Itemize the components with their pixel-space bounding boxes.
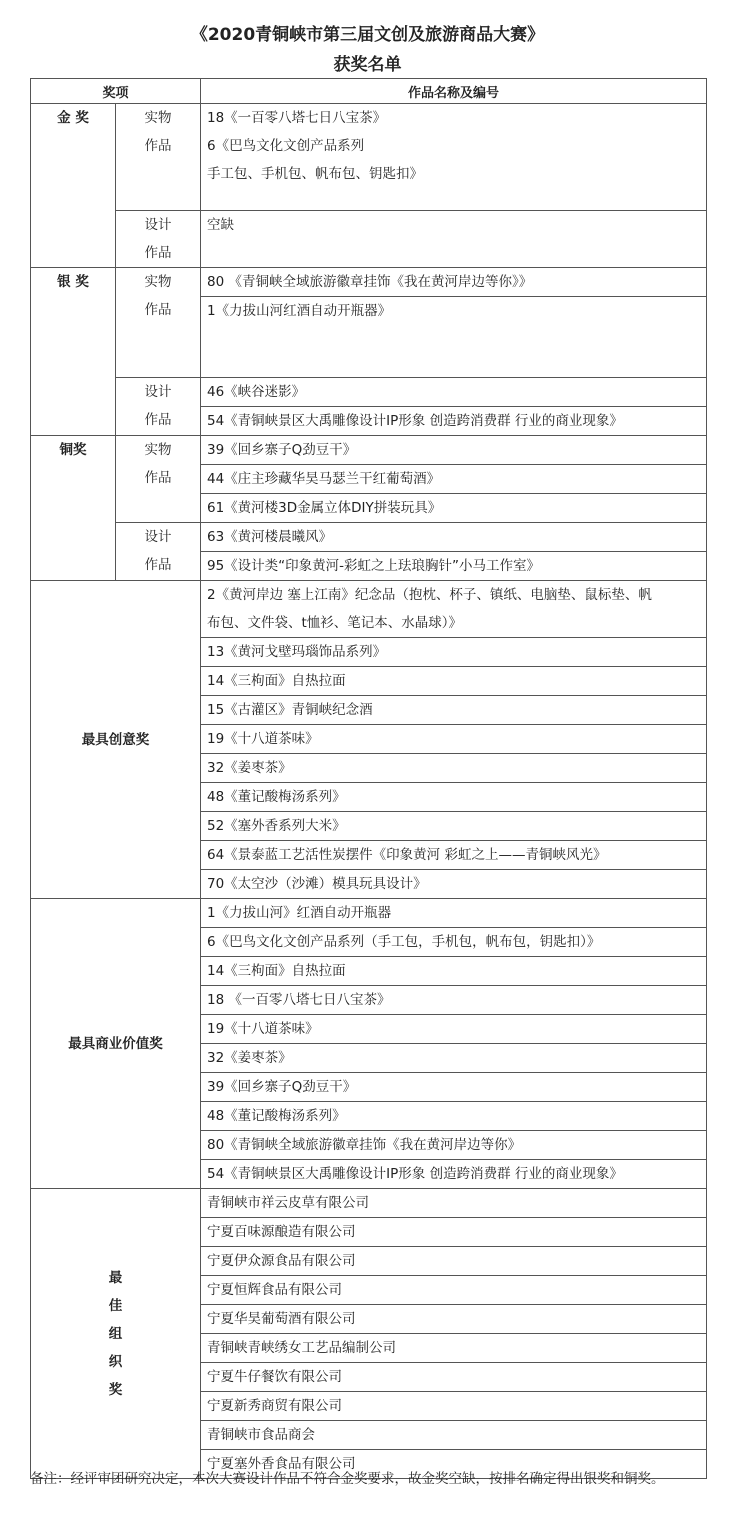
label-char: 奖 (108, 1381, 123, 1398)
category-line: 设计 (144, 217, 172, 233)
work-text: 54《青铜峡景区大禹雕像设计IP形象 创造跨消费群 行业的商业现象》 (207, 413, 623, 429)
list-item (201, 1189, 707, 1218)
work-text: 13《黄河戈壁玛瑙饰品系列》 (207, 644, 387, 660)
header-award: 奖项 (31, 79, 201, 104)
company-text: 青铜峡市食品商会 (207, 1427, 315, 1443)
bronze-design-category (116, 523, 201, 581)
list-item (201, 754, 707, 783)
category-line: 作品 (144, 302, 172, 318)
category-line: 设计 (144, 384, 172, 400)
work-text: 1《力拔山河》红酒自动开瓶器 (207, 905, 392, 921)
commercial-label: 最具商业价值奖 (68, 1035, 163, 1052)
list-item (201, 696, 707, 725)
list-item (201, 957, 707, 986)
work-text: 64《景泰蓝工艺活性炭摆件《印象黄河 彩虹之上——青铜峡风光》 (207, 847, 607, 863)
table-row (31, 378, 707, 407)
gold-physical-category (116, 104, 201, 211)
category-line: 作品 (144, 245, 172, 261)
list-item (201, 1015, 707, 1044)
list-item: 手工包、手机包、帆布包、钥匙扣》 (207, 166, 423, 182)
list-item (201, 1044, 707, 1073)
list-item (201, 928, 707, 957)
bronze-label-cell (31, 436, 116, 581)
work-text: 80 《青铜峡全域旅游徽章挂饰《我在黄河岸边等你》》 (207, 274, 533, 290)
work-text: 6《巴鸟文化文创产品系列（手工包，手机包，帆布包，钥匙扣）》 (207, 934, 601, 950)
creative-label-cell (31, 581, 201, 899)
list-item (201, 552, 707, 581)
bronze-physical-category (116, 436, 201, 523)
list-item (201, 725, 707, 754)
company-text: 青铜峡青峡绣女工艺品编制公司 (207, 1340, 396, 1356)
list-item (201, 268, 707, 297)
company-text: 宁夏华昊葡萄酒有限公司 (207, 1311, 356, 1327)
company-text: 宁夏牛仔餐饮有限公司 (207, 1369, 342, 1385)
list-item (201, 465, 707, 494)
work-text: 80《青铜峡全域旅游徽章挂饰《我在黄河岸边等你》 (207, 1137, 522, 1153)
category-line: 作品 (144, 557, 172, 573)
list-item (201, 899, 707, 928)
list-item (201, 1392, 707, 1421)
list-item (201, 1334, 707, 1363)
category-line: 作品 (144, 412, 172, 428)
table-row (31, 899, 707, 928)
category-line: 作品 (144, 470, 172, 486)
list-item (201, 1102, 707, 1131)
gold-design-works (201, 211, 707, 268)
work-text: 61《黄河楼3D金属立体DIY拼装玩具》 (207, 500, 442, 516)
table-row (31, 436, 707, 465)
table-row (31, 104, 707, 211)
list-item (201, 297, 707, 378)
table-row (31, 268, 707, 297)
company-text: 宁夏伊众源食品有限公司 (207, 1253, 356, 1269)
work-text: 52《塞外香系列大米》 (207, 818, 346, 834)
list-item: 6《巴鸟文化文创产品系列 (207, 138, 365, 154)
list-item: 18《一百零八塔七日八宝茶》 (207, 110, 387, 126)
category-line: 实物 (144, 442, 172, 458)
commercial-label-cell (31, 899, 201, 1189)
category-line: 作品 (144, 138, 172, 154)
work-text: 14《三枸面》自热拉面 (207, 963, 346, 979)
work-text: 布包、文件袋、t恤衫、笔记本、水晶球）》 (207, 615, 463, 631)
list-item (201, 1247, 707, 1276)
work-text: 63《黄河楼晨曦风》 (207, 529, 333, 545)
organization-label-cell (31, 1189, 201, 1479)
category-line: 设计 (144, 529, 172, 545)
creative-label: 最具创意奖 (81, 731, 150, 748)
work-text: 1《力拔山河红酒自动开瓶器》 (207, 303, 392, 319)
bronze-label: 铜奖 (59, 442, 87, 458)
work-text: 32《姜枣茶》 (207, 1050, 292, 1066)
list-item (201, 1218, 707, 1247)
list-item (201, 638, 707, 667)
page-subtitle: 获奖名单 (333, 55, 402, 75)
company-text: 宁夏恒辉食品有限公司 (207, 1282, 342, 1298)
category-line: 实物 (144, 274, 172, 290)
table-row (31, 211, 707, 268)
table-header-row (31, 79, 707, 104)
list-item (201, 1363, 707, 1392)
company-text: 宁夏百味源酿造有限公司 (207, 1224, 356, 1240)
list-item (201, 986, 707, 1015)
work-text: 15《古灌区》青铜峡纪念酒 (207, 702, 373, 718)
work-text: 48《董记酸梅汤系列》 (207, 789, 346, 805)
work-text: 18 《一百零八塔七日八宝茶》 (207, 992, 391, 1008)
list-item (201, 1131, 707, 1160)
company-text: 青铜峡市祥云皮草有限公司 (207, 1195, 369, 1211)
work-text: 19《十八道茶味》 (207, 1021, 319, 1037)
list-item (201, 1421, 707, 1450)
award-table (30, 78, 707, 1479)
list-item (201, 783, 707, 812)
list-item (201, 812, 707, 841)
label-char: 佳 (108, 1297, 123, 1314)
work-text: 48《董记酸梅汤系列》 (207, 1108, 346, 1124)
list-item (201, 378, 707, 407)
label-char: 组 (108, 1325, 123, 1342)
footnote: 备注：经评审团研究决定，本次大赛设计作品不符合金奖要求，故金奖空缺，按排名确定得出银奖和铜奖。 (30, 1471, 665, 1487)
work-text: 32《姜枣茶》 (207, 760, 292, 776)
list-item (201, 841, 707, 870)
company-text: 宁夏新秀商贸有限公司 (207, 1398, 342, 1414)
work-text: 39《回乡寨子Q劲豆干》 (207, 1079, 357, 1095)
list-item (201, 581, 707, 638)
category-line: 实物 (144, 110, 172, 126)
list-item (201, 1073, 707, 1102)
list-item (201, 1276, 707, 1305)
work-text: 54《青铜峡景区大禹雕像设计IP形象 创造跨消费群 行业的商业现象》 (207, 1166, 623, 1182)
gold-label-cell (31, 104, 116, 268)
silver-label-cell (31, 268, 116, 436)
gold-label: 金 奖 (57, 110, 89, 126)
list-item (201, 667, 707, 696)
table-row (31, 581, 707, 638)
table-row (31, 523, 707, 552)
list-item (201, 436, 707, 465)
list-item (201, 1160, 707, 1189)
gold-design-category (116, 211, 201, 268)
work-text: 39《回乡寨子Q劲豆干》 (207, 442, 357, 458)
list-item (201, 494, 707, 523)
label-char: 最 (108, 1269, 123, 1286)
header-work: 作品名称及编号 (201, 79, 707, 104)
gold-physical-works (201, 104, 707, 211)
list-item (201, 870, 707, 899)
company-text: 宁夏塞外香食品有限公司 (207, 1456, 356, 1472)
silver-label: 银 奖 (57, 274, 89, 290)
table-row (31, 1189, 707, 1218)
organization-label (31, 1264, 200, 1404)
list-item (201, 407, 707, 436)
silver-physical-category (116, 268, 201, 378)
label-char: 织 (108, 1353, 123, 1370)
work-text: 70《太空沙（沙滩）模具玩具设计》 (207, 876, 427, 892)
work-text: 2《黄河岸边 塞上江南》纪念品（抱枕、杯子、镇纸、电脑垫、鼠标垫、帆 (207, 587, 652, 603)
work-text: 14《三枸面》自热拉面 (207, 673, 346, 689)
list-item (201, 523, 707, 552)
work-text: 46《峡谷迷影》 (207, 384, 306, 400)
silver-design-category (116, 378, 201, 436)
list-item: 空缺 (207, 217, 234, 233)
list-item (201, 1305, 707, 1334)
work-text: 95《设计类“印象黄河-彩虹之上珐琅胸针”小马工作室》 (207, 558, 541, 574)
work-text: 19《十八道茶味》 (207, 731, 319, 747)
page-title: 《2020青铜峡市第三届文创及旅游商品大赛》 (190, 25, 545, 45)
work-text: 44《庄主珍藏华昊马瑟兰干红葡萄酒》 (207, 471, 441, 487)
